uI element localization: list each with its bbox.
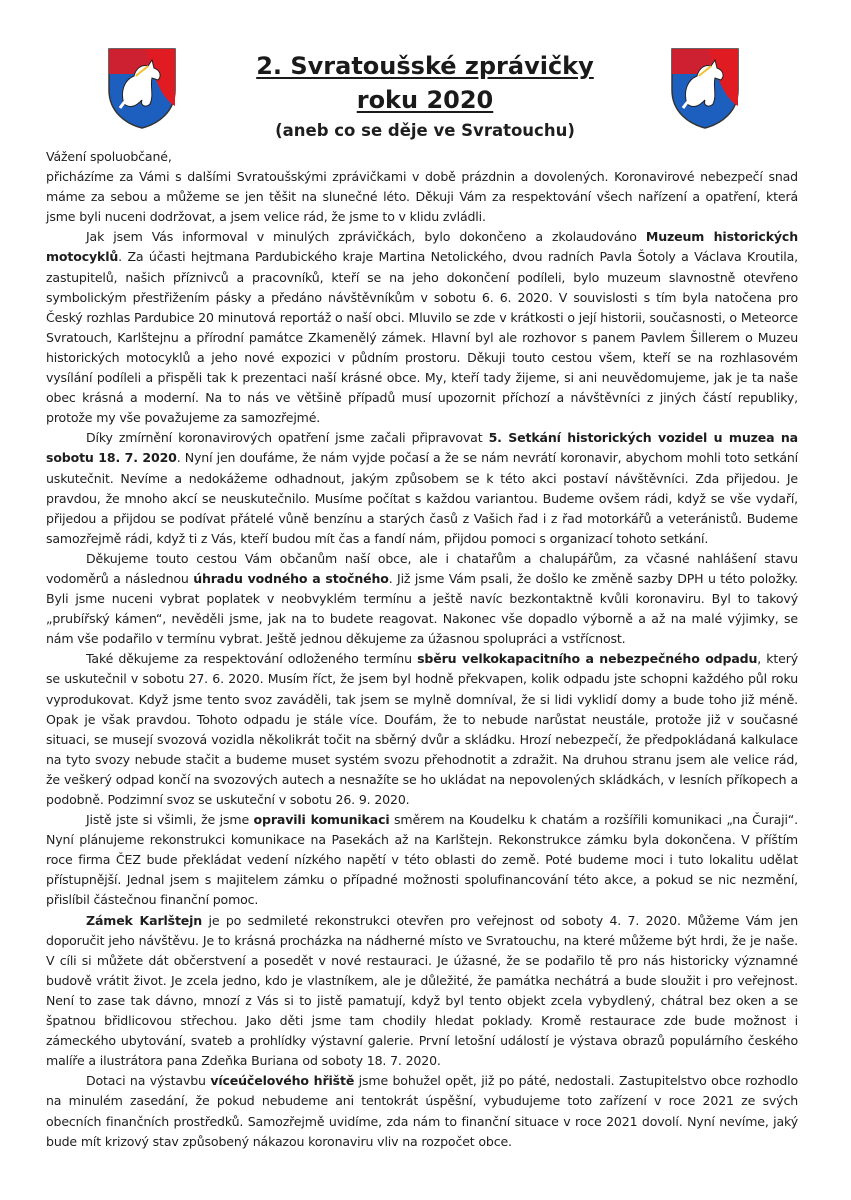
castle-highlight: Zámek Karlštejn xyxy=(86,912,203,928)
paragraph-waste-collection: Také děkujeme za respektování odloženého termínu sběru velkokapacitního a nebezpečného odpadu, který se uskutečnil v sobotu 27. 6. 2020. Musím říct, že jsem byl hodně překvapen, kolik odpadu jste schopni každého půl roku vyprodukovat. Když jsme tento svoz zaváděli, tak jsem se mylně domníval, že si lidi vyklidí domy a bude toho již méně. Opak je však pravdou. Tohoto odpadu je stále více. Doufám, že to nebude narůstat neustále, protože již v současné situaci, se musejí svozová vozidla několikrát točit na sběrný dvůr a skládku. Hrozí nebezpečí, že předpokládaná kalkulace na tyto svozy nebude stačit a budeme muset systém svozu přehodnotit a zdražit. Na druhou stranu jsem ale velice rád, že veškerý odpad končí na svozových autech a nesnažíte se ho ukládat na nepovolených skládkách, v lesních příkopech a podobně. Podzimní svoz se uskuteční v sobotu 26. 9. 2020. xyxy=(46,651,798,807)
water-fees-highlight: úhradu vodného a stočného xyxy=(193,570,389,586)
paragraph-castle: Zámek Karlštejn je po sedmileté rekonstrukci otevřen pro veřejnost od soboty 4. 7. 2020. Můžeme Vám jen doporučit jeho návštěvu. Je to krásná procházka na nádherné místo ve Svratouchu, na které můžeme být hrdi, že je naše. V cíli si můžete dát občerstvení a posedět v nové restauraci. Je úžasné, že se podařilo tě pro nás historicky významné budově vrátit život. Je zcela jedno, kdo je vlastníkem, ale je důležité, že památka nechátrá a bude sloužit i pro veřejnost. Není to zase tak dávno, mnozí z Vás si to jistě pamatují, když byl tento objekt zcela vybydlený, chátral bez oken a se špatnou břidlicovou střechou. Jako děti jsme tam chodily hledat poklady. Kromě restaurace zde bude možnost i zámeckého ubytování, svateb a prohlídky výstavní galerie. První letošní událostí je výstava obrazů populárního českého malíře a ilustrátora pana Zdeňka Buriana od soboty 18. 7. 2020. xyxy=(46,912,799,1069)
paragraph-vehicle-meeting: Díky zmírnění koronavirových opatření jsme začali připravovat 5. Setkání historických vozidel u muzea na sobotu 18. 7. 2020. Nyní jen doufáme, že nám vyjde počasí a že se nám nevrátí koronavir, abychom mohli toto setkání uskutečnit. Nevíme a nedokážeme odhadnout, jakým způsobem se k této akci postaví návštěvníci. Zda přijedou. Je pravdou, že mnoho akcí se neuskutečnilo. Musíme počítat s každou variantou. Budeme ovšem rádi, když se vše vydaří, přijedou a přijdou se podívat přátelé vůně benzínu a starých časů z Vašich řad i z řad motorkářů a veteránistů. Budeme samozřejmě rádi, když ti z Vás, kteří budou mít čas a fandí nám, přijdou pomoci s organizací tohoto setkání. xyxy=(46,430,798,546)
paragraph-intro: přicházíme za Vámi s dalšími Svratoušskými zprávičkami v době prázdnin a dovolených. Koronavirové nebezpečí snad máme za sebou a můžeme se jen těšit na slunečné léto. Děkuji Vám za respektování všech nařízení a opatření, která jsme byli nuceni dodržovat, a jsem velice rád, že jsme to v klidu zvládli. xyxy=(46,169,798,225)
paragraph-playground: Dotaci na výstavbu víceúčelového hřiště jsme bohužel opět, již po páté, nedostali. Zastupitelstvo obce rozhodlo na minulém zasedání, že pokud nebudeme ani tentokrát úspěšní, vybudujeme toto zařízení v roce 2021 ze svých obecních finančních prostředků. Samozřejmě uvidíme, zda nám to finanční situace v roce 2021 dovolí. Nyní nevíme, jaký bude mít krizový stav způsobený nákazou koronaviru vliv na rozpočet obce. xyxy=(46,1073,799,1149)
newsletter-title: 2. Svratoušské zprávičky xyxy=(256,52,594,80)
letter-body xyxy=(46,147,798,1152)
meeting-highlight: 5. Setkání historických vozidel u muzea na sobotu 18. 7. 2020 xyxy=(46,430,798,466)
coat-of-arms-right-icon xyxy=(669,46,741,130)
roads-highlight: opravili komunikaci xyxy=(253,812,390,828)
paragraph-museum: Jak jsem Vás informoval v minulých zprávičkách, bylo dokončeno a zkolaudováno Muzeum historických motocyklů. Za účasti hejtmana Pardubického kraje Martina Netolického, dvou radních Pavla Šotoly a Václava Kroutila, zastupitelů, našich příznivců a pracovníků, kteří se na jeho dokončení podíleli, bylo muzeum slavnostně otevřeno symbolickým přestřižením pásky a předáno návštěvníkům v sobotu 6. 6. 2020. V souvislosti s tím byla natočena pro Český rozhlas Pardubice 20 minutová reportáž o naší obci. Mluvilo se zde v krátkosti o její historii, současnosti, o Meteorce Svratouch, Karlštejnu a přírodní památce Zkamenělý zámek. Hlavní byl ale rozhovor s panem Pavlem Šillerem o Muzeu historických motocyklů a jeho nové expozici v půdním prostoru. Děkuji touto cestou všem, kteří se na rozhlasovém vysílání podíleli a přispěli tak k prezentaci naší krásné obce. My, kteří tady žijeme, si ani neuvědomujeme, jak je ta naše obec krásná a moderní. Na to nás ve většině případů musí upozornit příchozí a návštěvníci z jiných částí republiky, protože my vše považujeme za samozřejmé. xyxy=(46,229,798,426)
museum-highlight: Muzeum historických motocyklů xyxy=(46,229,798,265)
coat-of-arms-left-icon xyxy=(106,46,178,130)
newsletter-year: roku 2020 xyxy=(356,86,494,114)
paragraph-roads: Jistě jste si všimli, že jsme opravili komunikaci směrem na Koudelku k chatám a rozšířili komunikaci „na Čuraji“. Nyní plánujeme rekonstrukci komunikace na Pasekách až na Karlštejn. Rekonstrukce zámku byla dokončena. V příštím roce firma ČEZ bude překládat vedení nízkého napětí v této oblasti do země. Poté budeme moci i tuto lokalitu udělat přístupnější. Jednal jsem s majitelem zámku o případné možnosti spolufinancování této akce, a pokud se nic nezmění, přislíbil částečnou finanční pomoc. xyxy=(46,812,798,908)
waste-highlight: sběru velkokapacitního a nebezpečného odpadu xyxy=(417,651,758,667)
paragraph-water-fees: Děkujeme touto cestou Vám občanům naší obce, ale i chatařům a chalupářům, za včasné nahlášení stavu vodoměrů a následnou úhradu vodného a stočného. Již jsme Vám psali, že došlo ke změně sazby DPH u této položky. Byli jsme nuceni vybrat poplatek v neobvyklém termínu a ještě navíc bezkontaktně kvůli koronaviru. Byl to takový „prubířský kámen“, nevěděli jsme, jak na to budete reagovat. Nakonec vše dopadlo výborně a až na malé výjimky, se nám vše podařilo v termínu vybrat. Ještě jednou děkujeme za úžasnou spolupráci a vstřícnost. xyxy=(46,550,798,647)
salutation: Vážení spoluobčané, xyxy=(46,149,172,164)
newsletter-subtitle: (aneb co se děje ve Svratouchu) xyxy=(275,121,575,140)
playground-highlight: víceúčelového hřiště xyxy=(210,1073,355,1089)
